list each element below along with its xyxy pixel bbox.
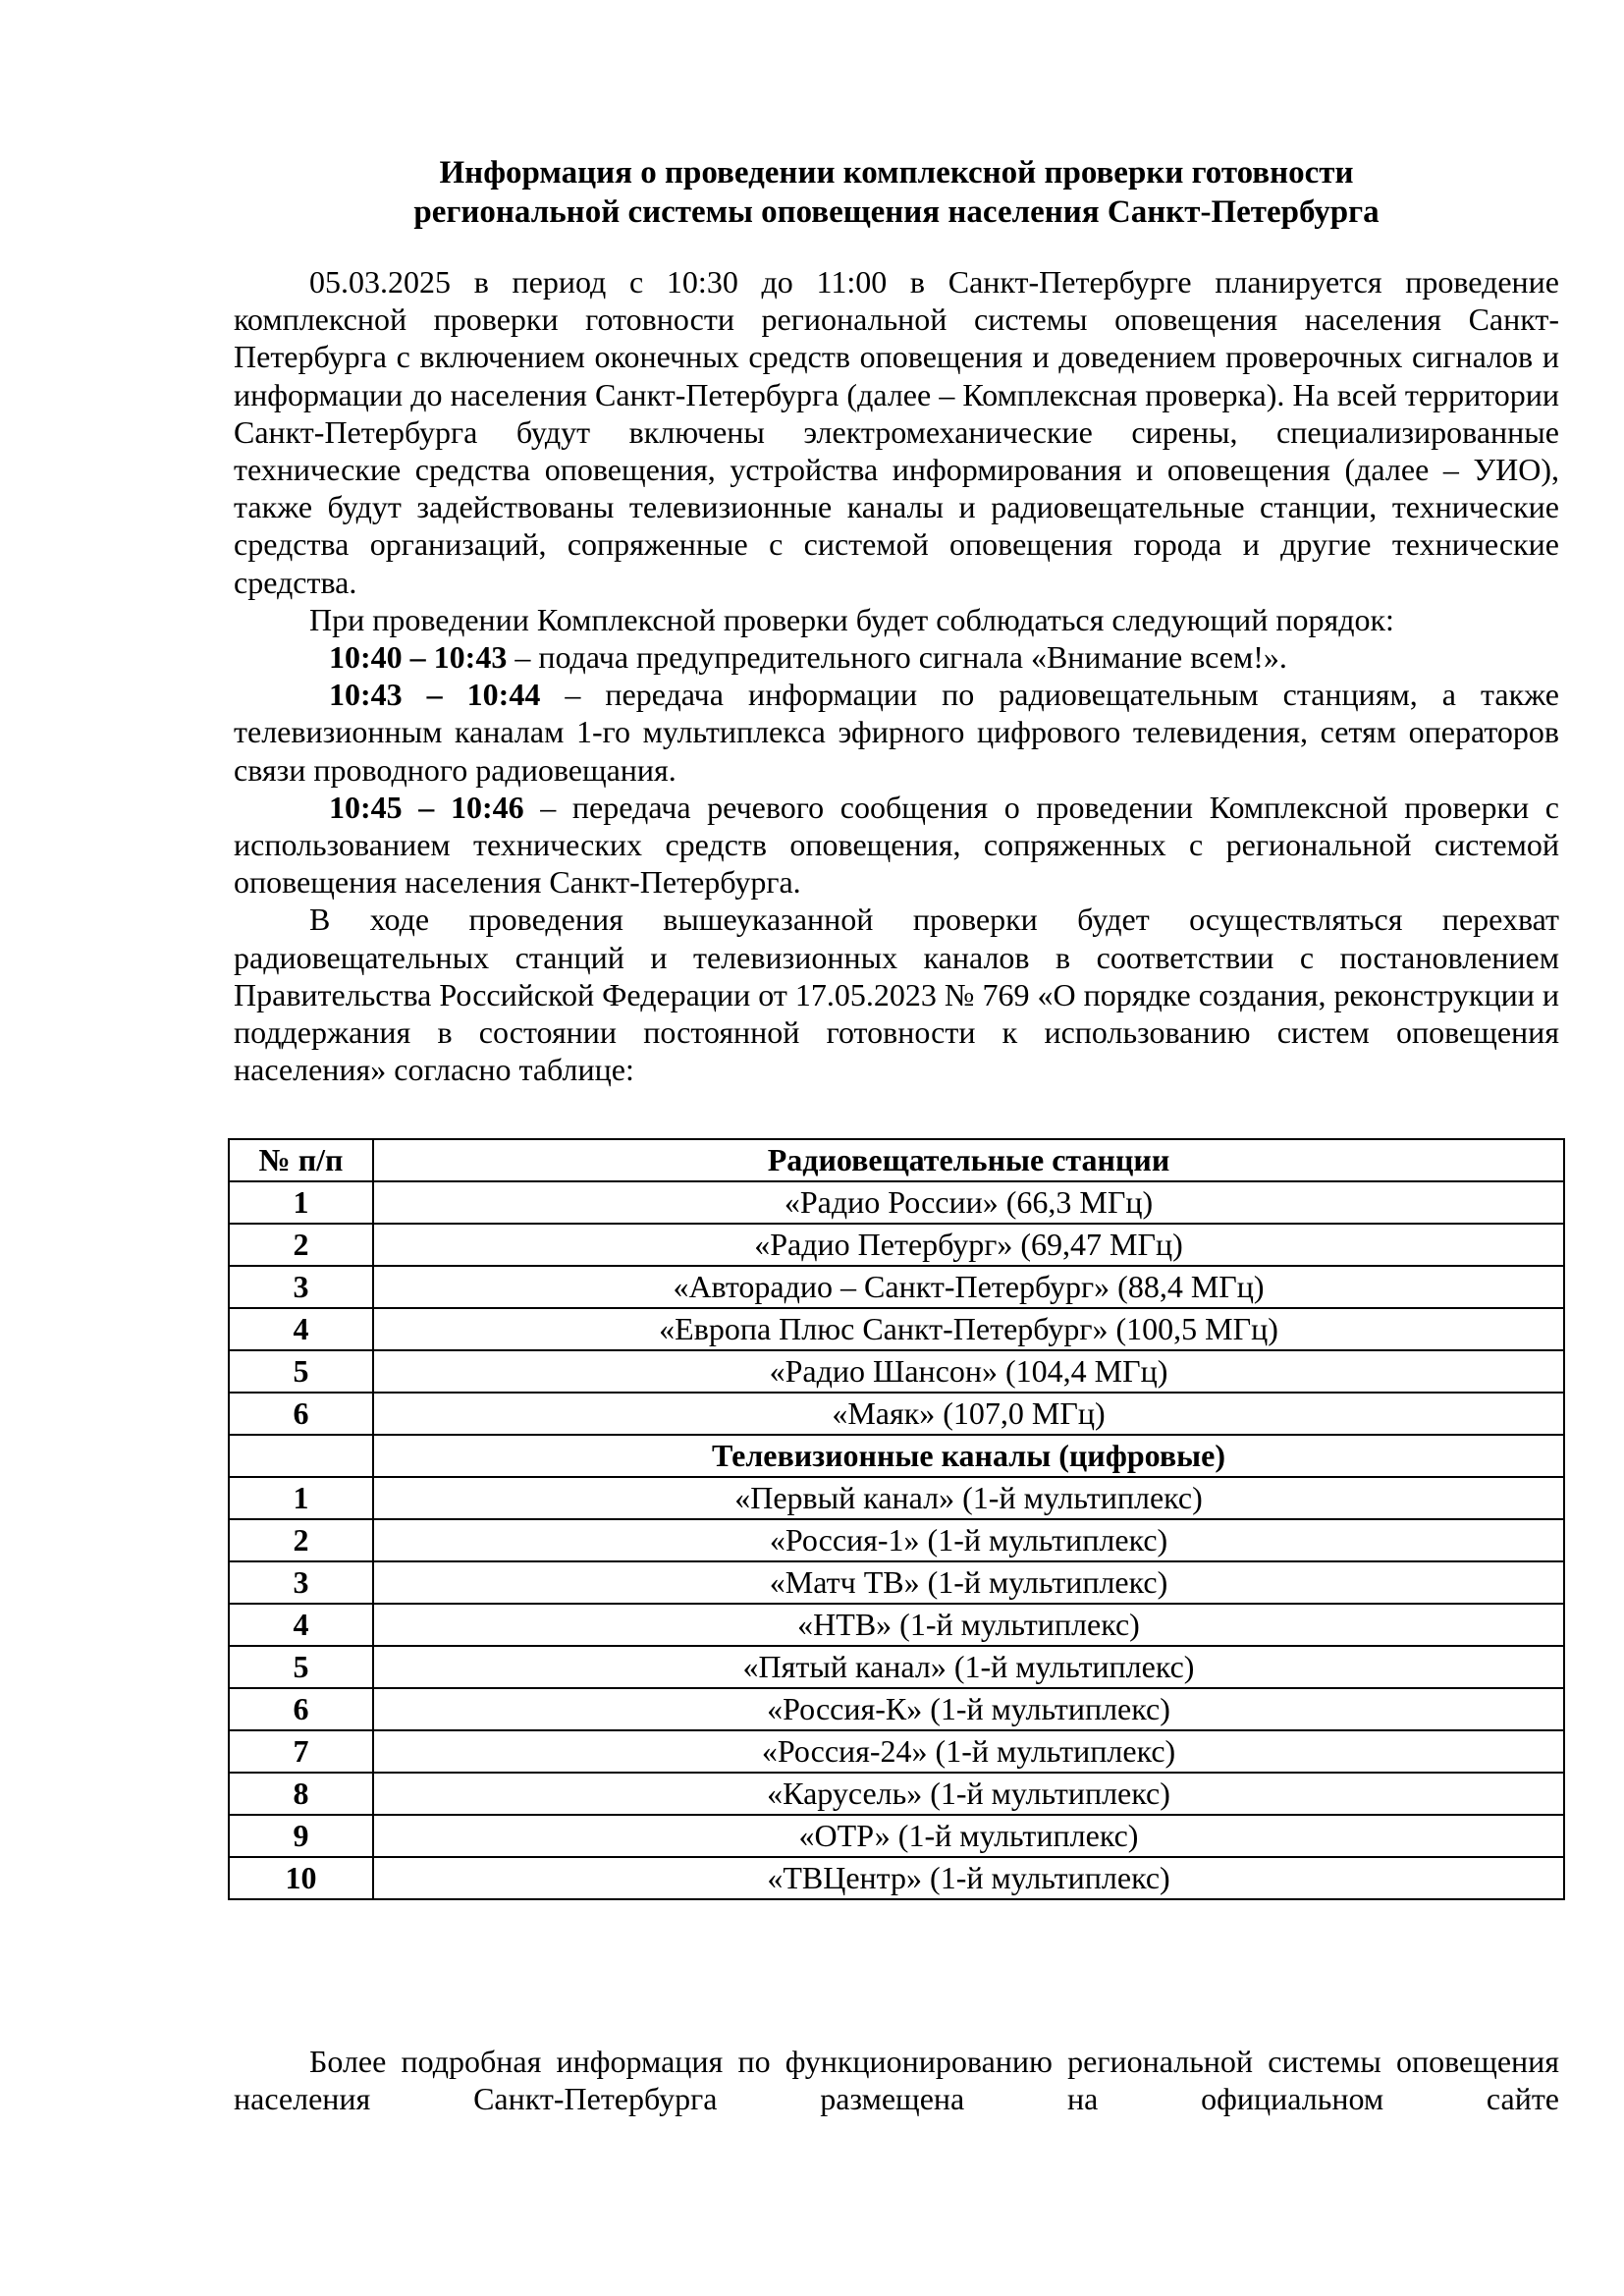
- tv-row: [229, 1477, 1564, 1519]
- radio-row: [229, 1350, 1564, 1393]
- tv-row-name: «Россия-24» (1-й мультиплекс): [373, 1730, 1564, 1773]
- tv-row-number: 4: [229, 1604, 373, 1646]
- tv-rows: [229, 1477, 1564, 1899]
- tv-row-name: «Пятый канал» (1-й мультиплекс): [373, 1646, 1564, 1688]
- tv-header-section: [229, 1435, 1564, 1477]
- col-num-header: № п/п: [229, 1139, 373, 1181]
- step-2-text: – передача информации по радиовещательным станциям, а также телевизионным каналам 1-го мультиплекса эфирного цифрового телевидения, сетям операторов связи проводного радиовещания.: [234, 677, 1560, 788]
- step-1-text: – подача предупредительного сигнала «Внимание всем!».: [507, 639, 1287, 676]
- step-2-time: 10:43 – 10:44: [329, 677, 541, 713]
- radio-row-number: 4: [229, 1308, 373, 1350]
- tv-row-name: «Россия-1» (1-й мультиплекс): [373, 1519, 1564, 1561]
- tv-row-number: 1: [229, 1477, 373, 1519]
- title-line-2: региональной системы оповещения населения Санкт-Петербурга: [413, 194, 1380, 230]
- procedure-step-3: [234, 789, 1559, 902]
- radio-row-name: «Радио России» (66,3 МГц): [373, 1181, 1564, 1224]
- step-3-text: – передача речевого сообщения о проведении Комплексной проверки с использованием технических средств оповещения, сопряженных с региональной системой оповещения населения Санкт-Петербурга.: [234, 789, 1560, 901]
- tv-row-name: «Первый канал» (1-й мультиплекс): [373, 1477, 1564, 1519]
- tv-row-name: «Карусель» (1-й мультиплекс): [373, 1773, 1564, 1815]
- procedure-step-2: [234, 676, 1559, 789]
- tv-header-row: [229, 1435, 1564, 1477]
- radio-header: Радиовещательные станции: [373, 1139, 1564, 1181]
- tv-row-name: «Матч ТВ» (1-й мультиплекс): [373, 1561, 1564, 1604]
- footer-paragraph: Более подробная информация по функционированию региональной системы оповещения населения Санкт-Петербурга размещена на официальном сайте: [234, 2044, 1559, 2117]
- step-1-time: 10:40 – 10:43: [329, 639, 508, 676]
- radio-row-number: 3: [229, 1266, 373, 1308]
- tv-row-number: 3: [229, 1561, 373, 1604]
- radio-row-number: 1: [229, 1181, 373, 1224]
- tv-header: Телевизионные каналы (цифровые): [373, 1435, 1564, 1477]
- radio-row-name: «Радио Петербург» (69,47 МГц): [373, 1224, 1564, 1266]
- radio-row-name: «Радио Шансон» (104,4 МГц): [373, 1350, 1564, 1393]
- radio-row: [229, 1224, 1564, 1266]
- tv-row: [229, 1561, 1564, 1604]
- radio-row-number: 6: [229, 1393, 373, 1435]
- tv-row-number: 2: [229, 1519, 373, 1561]
- radio-row-name: «Авторадио – Санкт-Петербург» (88,4 МГц): [373, 1266, 1564, 1308]
- radio-row-name: «Маяк» (107,0 МГц): [373, 1393, 1564, 1435]
- radio-rows: [229, 1181, 1564, 1435]
- tv-row-name: «ТВЦентр» (1-й мультиплекс): [373, 1857, 1564, 1899]
- tv-row-number: 9: [229, 1815, 373, 1857]
- tv-row: [229, 1604, 1564, 1646]
- tv-row: [229, 1519, 1564, 1561]
- tv-row: [229, 1815, 1564, 1857]
- document-body: [234, 263, 1559, 1088]
- radio-row-number: 5: [229, 1350, 373, 1393]
- table-header-row: [229, 1139, 1564, 1181]
- tv-row-number: 8: [229, 1773, 373, 1815]
- tv-row-number: 5: [229, 1646, 373, 1688]
- tv-row: [229, 1773, 1564, 1815]
- procedure-step-1: [234, 638, 1559, 676]
- document-title: [234, 153, 1559, 232]
- tv-row: [229, 1730, 1564, 1773]
- tv-header-empty-cell: [229, 1435, 373, 1477]
- radio-row: [229, 1181, 1564, 1224]
- radio-row: [229, 1308, 1564, 1350]
- tv-row-name: «НТВ» (1-й мультиплекс): [373, 1604, 1564, 1646]
- title-line-1: Информация о проведении комплексной проверки готовности: [439, 155, 1354, 191]
- tv-row-number: 10: [229, 1857, 373, 1899]
- tv-row: [229, 1688, 1564, 1730]
- tv-row: [229, 1646, 1564, 1688]
- stations-table: [228, 1138, 1565, 1900]
- footer-body: [234, 2043, 1559, 2117]
- intro-paragraph: 05.03.2025 в период с 10:30 до 11:00 в Санкт-Петербурге планируется проведение комплексной проверки готовности региональной системы оповещения населения Санкт-Петербурга с включением оконечных средств оповещения и доведением проверочных сигналов и информации до населения Санкт-Петербурга (далее – Комплексная проверка). На всей территории Санкт-Петербурга будут включены электромеханические сирены, специализированные технические средства оповещения, устройства информирования и оповещения (далее – УИО), также будут задействованы телевизионные каналы и радиовещательные станции, технические средства организаций, сопряженные с системой оповещения города и другие технические средства.: [234, 264, 1559, 600]
- radio-row: [229, 1266, 1564, 1308]
- radio-row-number: 2: [229, 1224, 373, 1266]
- step-3-time: 10:45 – 10:46: [329, 789, 524, 825]
- procedure-intro-paragraph: При проведении Комплексной проверки будет соблюдаться следующий порядок:: [309, 601, 1394, 637]
- tv-row-number: 6: [229, 1688, 373, 1730]
- tv-row-number: 7: [229, 1730, 373, 1773]
- tv-row: [229, 1857, 1564, 1899]
- tv-row-name: «ОТР» (1-й мультиплекс): [373, 1815, 1564, 1857]
- interception-paragraph: В ходе проведения вышеуказанной проверки будет осуществляться перехват радиовещательных станций и телевизионных каналов в соответствии с постановлением Правительства Российской Федерации от 17.05.2023 № 769 «О порядке создания, реконструкции и поддержания в состоянии постоянной готовности к использованию систем оповещения населения» согласно таблице:: [234, 902, 1559, 1088]
- tv-row-name: «Россия-К» (1-й мультиплекс): [373, 1688, 1564, 1730]
- radio-row: [229, 1393, 1564, 1435]
- radio-row-name: «Европа Плюс Санкт-Петербург» (100,5 МГц): [373, 1308, 1564, 1350]
